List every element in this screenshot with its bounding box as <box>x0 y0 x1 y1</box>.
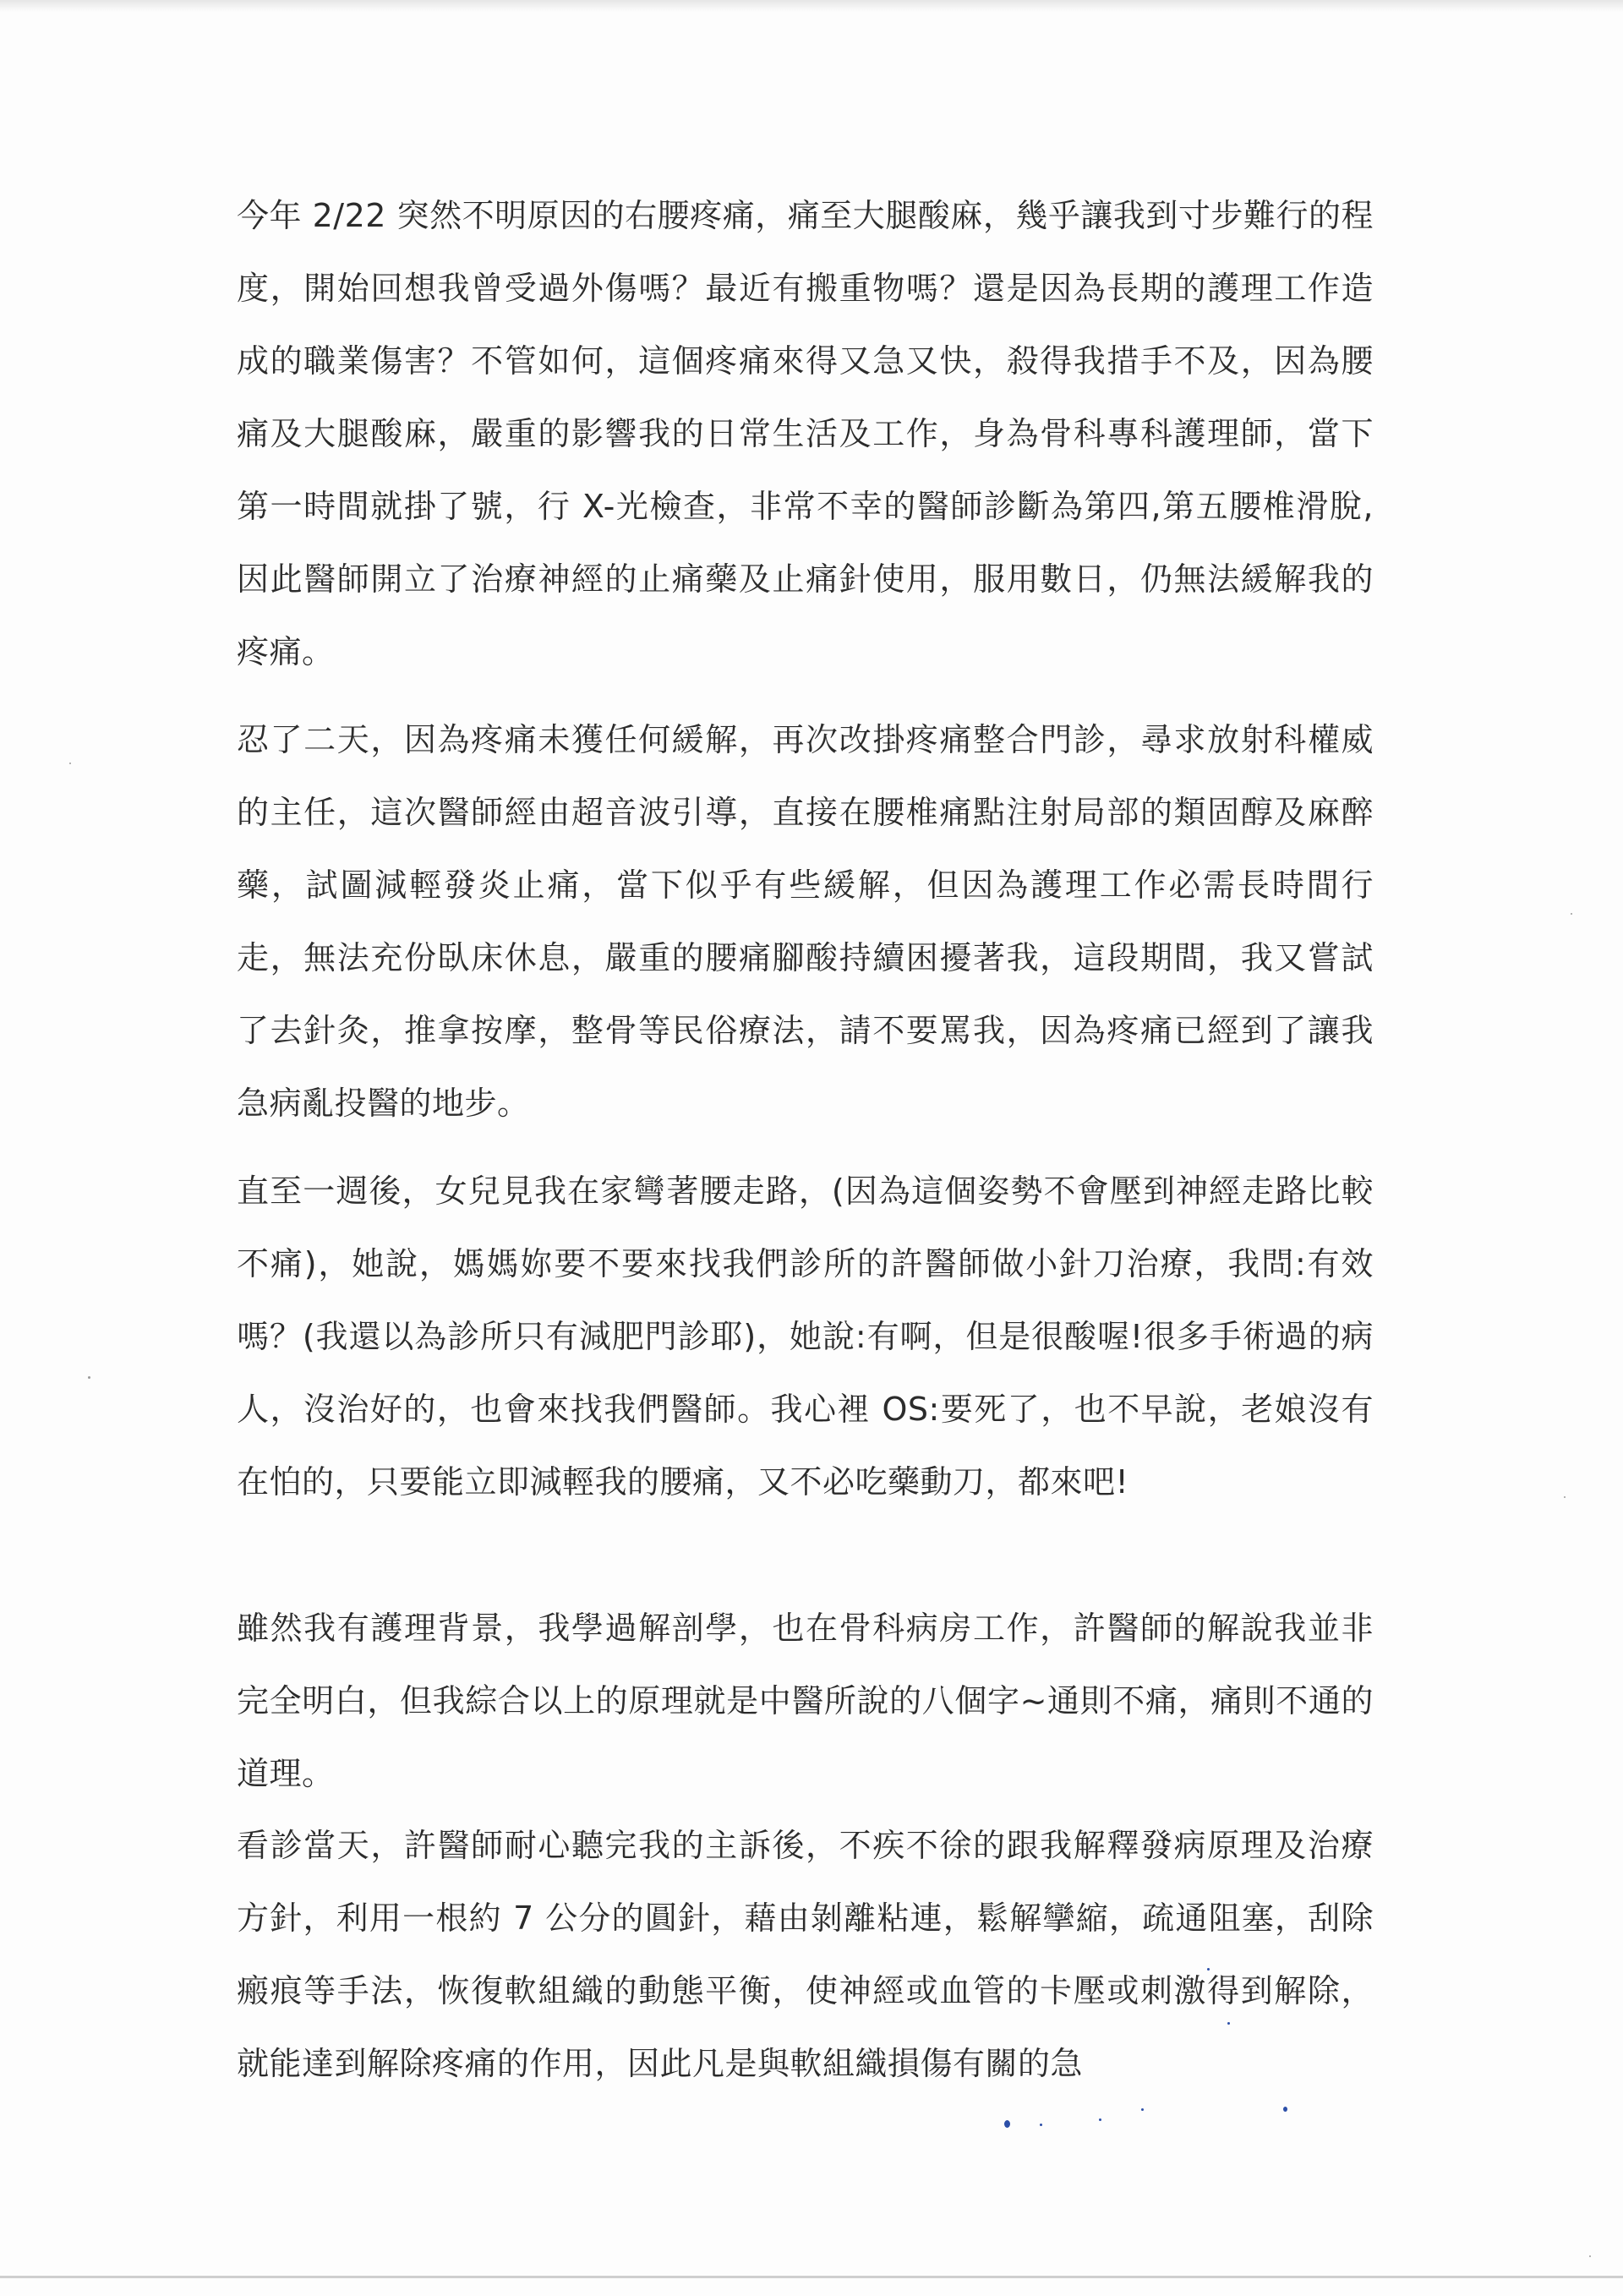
paragraph-consultation-day: 看診當天，許醫師耐心聽完我的主訴後，不疾不徐的跟我解釋發病原理及治療方針，利用一根約 7 公分的圓針，藉由剝離粘連，鬆解攣縮，疏通阻塞，刮除瘢痕等手法，恢復軟組織的動態平衡，使神經或血管的卡壓或刺激得到解除，就能達到解除疼痛的作用，因此凡是與軟組織損傷有關的急 <box>237 1827 1374 2082</box>
ink-speck <box>1040 2124 1042 2126</box>
paragraph-daughter-suggestion: 直至一週後，女兒見我在家彎著腰走路，(因為這個姿勢不會壓到神經走路比較不痛)，她說，媽媽妳要不要來找我們診所的許醫師做小針刀治療，我問:有效嗎？(我還以為診所只有減肥門診耶)，她說:有啊，但是很酸喔!很多手術過的病人，沒治好的，也會來找我們醫師。我心裡 OS:要死了，也不早說，老娘沒有在怕的，只要能立即減輕我的腰痛，又不必吃藥動刀，都來吧! <box>237 1173 1374 1501</box>
scan-speck <box>1564 1496 1566 1498</box>
ink-speck <box>1207 1968 1210 1971</box>
ink-speck <box>1227 2022 1230 2025</box>
ink-speck <box>1099 2118 1101 2121</box>
ink-speck <box>1004 2120 1010 2128</box>
paragraph-back-pain-onset: 今年 2/22 突然不明原因的右腰疼痛，痛至大腿酸麻，幾乎讓我到寸步難行的程度，開始回想我曾受過外傷嗎？最近有搬重物嗎？還是因為長期的護理工作造成的職業傷害？不管如何，這個疼痛來得又急又快，殺得我措手不及，因為腰痛及大腿酸麻，嚴重的影響我的日常生活及工作，身為骨科專科護理師，當下第一時間就掛了號，行 X-光檢查，非常不幸的醫師診斷為第四,第五腰椎滑脫,因此醫師開立了治療神經的止痛藥及止痛針使用，服用數日，仍無法緩解我的疼痛。 <box>237 197 1374 670</box>
scan-bottom-edge <box>0 2276 1623 2278</box>
scan-speck <box>88 1376 90 1379</box>
scan-speck <box>1571 913 1572 915</box>
ink-speck <box>1141 2108 1144 2111</box>
scan-top-edge <box>0 0 1623 12</box>
ink-speck <box>1283 2107 1287 2112</box>
paragraph-pain-clinic: 忍了二天，因為疼痛未獲任何緩解，再次改掛疼痛整合門診，尋求放射科權威的主任，這次醫師經由超音波引導，直接在腰椎痛點注射局部的類固醇及麻醉藥，試圖減輕發炎止痛，當下似乎有些緩解，但因為護理工作必需長時間行走，無法充份臥床休息，嚴重的腰痛腳酸持續困擾著我，這段期間，我又嘗試了去針灸，推拿按摩，整骨等民俗療法，請不要罵我，因為疼痛已經到了讓我急病亂投醫的地步。 <box>237 721 1374 1122</box>
scan-speck <box>1589 2255 1591 2257</box>
paragraph-nursing-background: 雖然我有護理背景，我學過解剖學，也在骨科病房工作，許醫師的解說我並非完全明白，但我綜合以上的原理就是中醫所說的八個字~通則不痛，痛則不通的道理。 <box>237 1610 1374 1792</box>
scan-speck <box>69 763 71 764</box>
